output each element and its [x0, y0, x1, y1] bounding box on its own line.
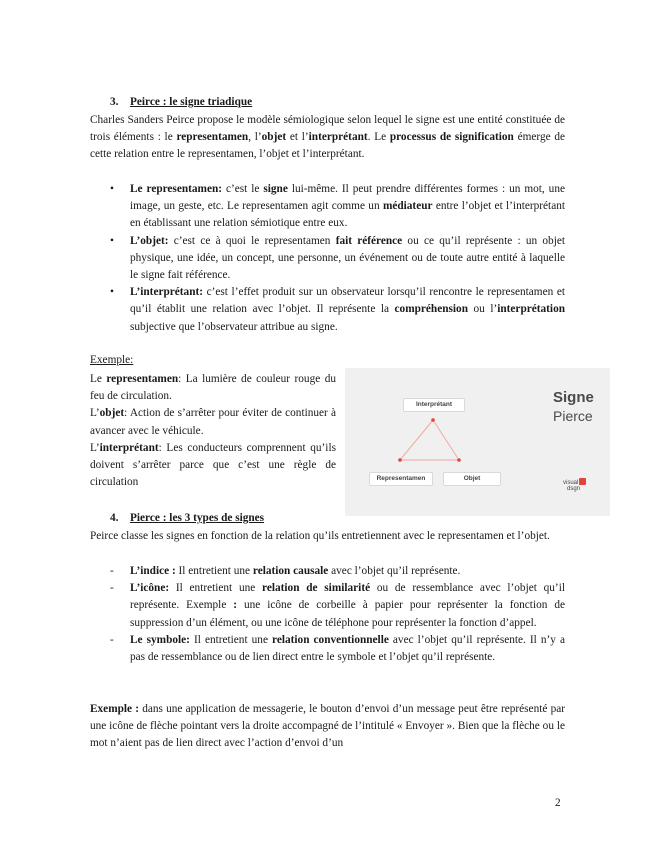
bullet-interpretant-text: L’interprétant: c’est l’effet produit sur un observateur lorsqu’il rencontre le representamen et qu’il établit une relation avec l’objet. Il représente la compréhension ou l’interprétation subjective que l’observateur attribue au signe. [130, 286, 565, 333]
section-4-number: 4. [110, 512, 119, 524]
section-4-types-list [110, 563, 565, 666]
bold-term: relation conventionnelle [272, 633, 389, 646]
bold-term: Le symbole: [130, 633, 190, 646]
bold-term: interprétant [308, 131, 368, 144]
bullet-representamen-text: Le representamen: c’est le signe lui-même. Il peut prendre différentes formes : un mot, une image, un geste, etc. Le representamen agit comme un médiateur entre l’objet et l’interprétant en établissant une relation sémiotique entre eux. [130, 183, 565, 230]
example-block [90, 371, 336, 491]
example-label: Exemple: [90, 354, 134, 366]
bold-term: signe [263, 183, 288, 195]
section-3-intro: Charles Sanders Peirce propose le modèle sémiologique selon lequel le signe est une entité constituée de trois éléments : le representamen, l’objet et l’interprétant. Le processus de signification émerge de cette relation entre le representamen, l’objet et l’interprétant. [90, 114, 565, 161]
section-4-intro: Peirce classe les signes en fonction de la relation qu’ils entretiennent avec le representamen et l’objet. [90, 530, 550, 542]
section-3-number: 3. [110, 96, 119, 108]
bold-term: representamen [106, 373, 179, 385]
bold-term: Le representamen: [130, 183, 223, 195]
type-symbole: - Le symbole: Il entretient une relation conventionnelle avec l’objet qu’il représente. Il n’y a pas de ressemblance ou de lien direct entre le symbole et l’objet qu’il représente. [110, 633, 566, 664]
section-3-title: Peirce : le signe triadique [130, 96, 253, 108]
type-icone-text: L’icône: Il entretient une relation de similarité ou de ressemblance avec l’objet qu’il représente. Exemple : une icône de corbeille à papier pour représenter la fonction de suppression d’un élément, ou une icône de téléphone pour représenter la fonction d’appel. [130, 582, 565, 629]
section-4-heading [110, 510, 264, 527]
visual-dsgn-logo [563, 478, 586, 492]
bold-term: L’icône: [130, 582, 170, 595]
logo-mark-icon [579, 478, 586, 485]
bold-term: interprétation [497, 303, 565, 316]
bold-term: : [233, 599, 238, 612]
signe-pierce-figure [345, 368, 610, 516]
bold-term: Exemple : [90, 703, 140, 715]
bold-term: relation de similarité [262, 582, 371, 595]
node-interpretant: Interprétant [403, 398, 465, 412]
triangle-vertex-top [431, 418, 435, 422]
bold-term: compréhension [394, 303, 468, 316]
bold-term: representamen [176, 131, 249, 144]
triangle-vertex-right [457, 458, 461, 462]
triangle-vertex-left [398, 458, 402, 462]
example-interpretant: L’interprétant: Les conducteurs comprennent qu’ils doivent s’arrêter parce que c’est une règle de circulation [90, 441, 336, 489]
bullet-objet-text: L’objet: c’est ce à quoi le representamen fait référence ou ce qu’il représente : un objet physique, une idée, un concept, une personne, un événement ou de toute autre entité à laquelle le signe fait référence. [130, 234, 565, 282]
type-indice-text: L’indice : Il entretient une relation causale avec l’objet qu’il représente. [130, 565, 461, 577]
triangle-edge-right [433, 420, 459, 460]
bold-term: relation causale [252, 565, 329, 577]
bullet-interpretant: • L’interprétant: c’est l’effet produit sur un observateur lorsqu’il rencontre le representamen et qu’il établit une relation avec l’objet. Il représente la compréhension ou l’interprétation subjective que l’observateur attribue au signe. [110, 286, 565, 333]
section-4-example: Exemple : dans une application de messagerie, le bouton d’envoi d’un message peut être représenté par une icône de flèche pointant vers la droite accompagné de l’intitulé « Envoyer ». Bien que la flèche ou le mot n’aient pas de lien direct avec l’action d’envoi d’un [90, 703, 565, 750]
bold-term: fait référence [335, 234, 403, 247]
type-icone: - L’icône: Il entretient une relation de similarité ou de ressemblance avec l’objet qu’il représente. Exemple : une icône de corbeille à papier pour représenter la fonction de suppression d’un élément, ou une icône de téléphone pour représenter la fonction d’appel. [110, 582, 565, 629]
bold-term: interprétant [99, 441, 159, 454]
example-objet: L’objet: Action de s’arrêter pour éviter de continuer à avancer avec le véhicule. [90, 407, 336, 437]
type-symbole-text: Le symbole: Il entretient une relation conventionnelle avec l’objet qu’il représente. Il n’y a pas de ressemblance ou de lien direct entre le symbole et l’objet qu’il représente. [130, 633, 566, 664]
example-representamen: Le representamen: La lumière de couleur rouge du feu de circulation. [90, 373, 336, 403]
bold-term: L’objet: [130, 234, 169, 247]
section-4-title: Pierce : les 3 types de signes [130, 512, 265, 524]
node-representamen: Representamen [369, 472, 433, 486]
section-3-heading [110, 94, 252, 111]
type-indice: - L’indice : Il entretient une relation causale avec l’objet qu’il représente. [110, 565, 461, 577]
node-objet: Objet [443, 472, 501, 486]
logo-text-visual: visual [563, 480, 579, 486]
bold-term: L’interprétant: [130, 286, 203, 299]
bold-term: objet [261, 131, 287, 144]
bullet-representamen: • Le representamen: c’est le signe lui-même. Il peut prendre différentes formes : un mot, une image, un geste, etc. Le representamen agit comme un médiateur entre l’objet et l’interprétant en établissant une relation sémiotique entre eux. [110, 183, 565, 230]
bold-term: L’indice : [130, 565, 176, 577]
bold-term: objet [99, 407, 125, 420]
page-number: 2 [555, 797, 561, 809]
triangle-edge-left [400, 420, 433, 460]
section-3-bullet-list [110, 181, 565, 336]
logo-text-dsgn: dsgn [567, 486, 581, 492]
bullet-objet: • L’objet: c’est ce à quoi le representamen fait référence ou ce qu’il représente : un objet physique, une idée, un concept, une personne, un événement ou de toute autre entité à laquelle le signe fait référence. [110, 234, 565, 282]
figure-title: Signe [553, 389, 594, 406]
bold-term: processus de signification [389, 131, 514, 144]
figure-subtitle: Pierce [553, 408, 593, 424]
bold-term: médiateur [382, 200, 433, 213]
